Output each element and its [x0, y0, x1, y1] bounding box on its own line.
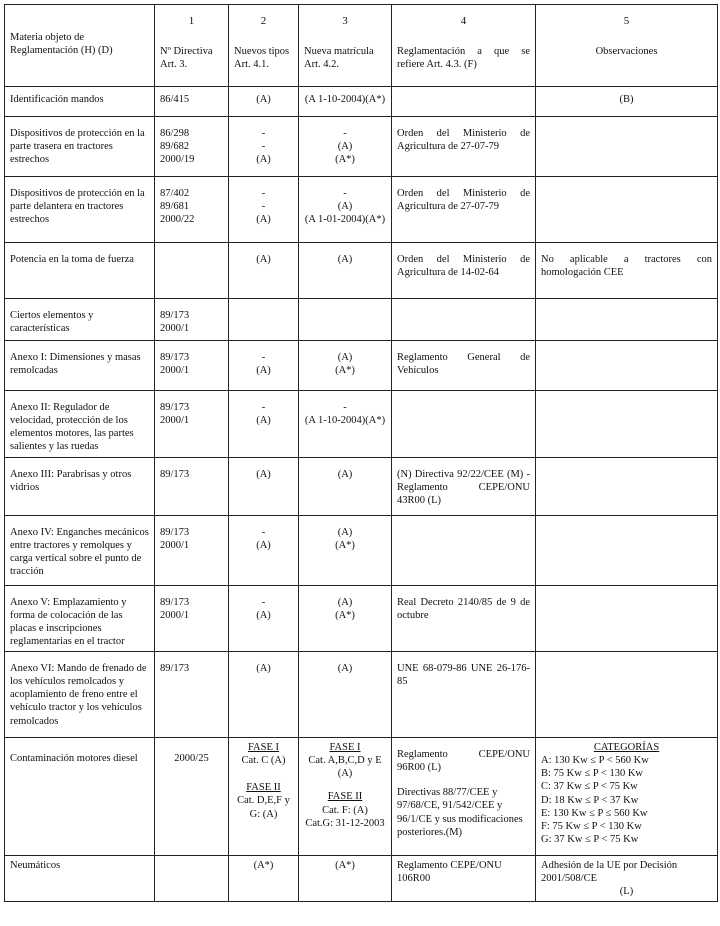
- table-row: [5, 341, 718, 391]
- categoria-item: D: 18 Kw ≤ P < 37 Kw: [541, 794, 639, 806]
- observaciones-cell: [536, 117, 718, 177]
- nuevos-tipos-cell: - - (A): [229, 117, 299, 177]
- directiva-cell: 89/173 2000/1: [155, 299, 229, 341]
- directiva-cell: 87/402 89/681 2000/22: [155, 177, 229, 243]
- reglamentacion-cell: UNE 68-079-86 UNE 26-176-85: [392, 652, 536, 738]
- observaciones-cell: [536, 177, 718, 243]
- table-row: [5, 177, 718, 243]
- observaciones-cell: [536, 391, 718, 458]
- subject-cell: Identificación mandos: [5, 87, 155, 117]
- directiva-cell: 89/173 2000/1: [155, 585, 229, 652]
- nueva-matricula-cell: (A) (A*): [299, 341, 392, 391]
- nuevos-tipos-cell: [229, 299, 299, 341]
- nuevos-tipos-cell: - (A): [229, 585, 299, 652]
- reglamentacion-cell: (N) Directiva 92/22/CEE (M) -Reglamento CEPE/ONU 43R00 (L): [392, 457, 536, 515]
- directiva-cell: 2000/25: [155, 738, 229, 856]
- categoria-item: A: 130 Kw ≤ P < 560 Kw: [541, 755, 649, 767]
- table-row: [5, 391, 718, 458]
- nuevos-tipos-cell: - - (A): [229, 177, 299, 243]
- table-row-contaminacion: [5, 738, 718, 856]
- header-reglamentacion: 4 Reglamentación a que se refiere Art. 4.3. (F): [392, 5, 536, 87]
- reglamentacion-cell: [392, 299, 536, 341]
- table-row: [5, 515, 718, 585]
- reglamentacion-cell: Reglamento General de Vehículos: [392, 341, 536, 391]
- nueva-matricula-cell: FASE I Cat. A,B,C,D y E (A) FASE II Cat. F: (A) Cat.G: 31-12-2003: [299, 738, 392, 856]
- reglamentacion-cell: [392, 391, 536, 458]
- nueva-matricula-cell: (A) (A*): [299, 585, 392, 652]
- subject-cell: Anexo I: Dimensiones y masas remolcadas: [5, 341, 155, 391]
- header-nueva-matricula: 3 Nueva matrícula Art. 4.2.: [299, 5, 392, 87]
- nueva-matricula-cell: (A*): [299, 856, 392, 902]
- categoria-item: E: 130 Kw ≤ P ≤ 560 Kw: [541, 807, 648, 819]
- table-row: [5, 585, 718, 652]
- directiva-cell: 89/173: [155, 457, 229, 515]
- categorias-list: [541, 754, 712, 846]
- directiva-cell: 89/173 2000/1: [155, 391, 229, 458]
- regulation-table: [4, 4, 718, 902]
- observaciones-cell: [536, 341, 718, 391]
- reglamentacion-cell: Orden del Ministerio de Agricultura de 14-02-64: [392, 243, 536, 299]
- subject-cell: Dispositivos de protección en la parte trasera en tractores estrechos: [5, 117, 155, 177]
- subject-cell: Anexo V: Emplazamiento y forma de colocación de las placas e inscripciones reglamentarias en el tractor: [5, 585, 155, 652]
- table-row: [5, 457, 718, 515]
- table-row: [5, 87, 718, 117]
- observaciones-cell: [536, 652, 718, 738]
- subject-cell: Anexo III: Parabrisas y otros vidrios: [5, 457, 155, 515]
- nuevos-tipos-cell: - (A): [229, 515, 299, 585]
- subject-cell: Contaminación motores diesel: [5, 738, 155, 856]
- header-row: [5, 5, 718, 87]
- observaciones-cell: No aplicable a tractores con homologación CEE: [536, 243, 718, 299]
- nueva-matricula-cell: (A 1-10-2004)(A*): [299, 87, 392, 117]
- nuevos-tipos-cell: (A): [229, 243, 299, 299]
- subject-cell: Potencia en la toma de fuerza: [5, 243, 155, 299]
- directiva-cell: [155, 243, 229, 299]
- nuevos-tipos-cell: (A): [229, 652, 299, 738]
- subject-cell: Anexo VI: Mando de frenado de los vehículos remolcados y acoplamiento de freno entre el vehículo tractor y los vehículos remolcados: [5, 652, 155, 738]
- directiva-cell: 86/298 89/682 2000/19: [155, 117, 229, 177]
- directiva-cell: 89/173 2000/1: [155, 515, 229, 585]
- nuevos-tipos-cell: - (A): [229, 341, 299, 391]
- directiva-cell: 89/173 2000/1: [155, 341, 229, 391]
- observaciones-cell: CATEGORÍAS A: 130 Kw ≤ P < 560 Kw B: 75 Kw ≤ P < 130 Kw C: 37 Kw ≤ P < 75 Kw D: 18 Kw ≤ P < 37 Kw E: 130 Kw ≤ P ≤ 560 Kw F: 75 Kw ≤ P < 130 Kw G: 37 Kw ≤ P < 75 Kw: [536, 738, 718, 856]
- categoria-item: C: 37 Kw ≤ P < 75 Kw: [541, 781, 638, 793]
- nuevos-tipos-cell: (A*): [229, 856, 299, 902]
- subject-cell: Dispositivos de protección en la parte delantera en tractores estrechos: [5, 177, 155, 243]
- table-row: [5, 243, 718, 299]
- subject-cell: Anexo IV: Enganches mecánicos entre tractores y remolques y carga vertical sobre el punto de tracción: [5, 515, 155, 585]
- directiva-cell: 89/173: [155, 652, 229, 738]
- observaciones-cell: [536, 299, 718, 341]
- nueva-matricula-cell: (A): [299, 243, 392, 299]
- header-nuevos-tipos: 2 Nuevos tipos Art. 4.1.: [229, 5, 299, 87]
- nueva-matricula-cell: - (A) (A*): [299, 117, 392, 177]
- nueva-matricula-cell: - (A 1-10-2004)(A*): [299, 391, 392, 458]
- reglamentacion-cell: Real Decreto 2140/85 de 9 de octubre: [392, 585, 536, 652]
- observaciones-cell: Adhesión de la UE por Decisión 2001/508/CE (L): [536, 856, 718, 902]
- categoria-item: B: 75 Kw ≤ P < 130 Kw: [541, 768, 644, 780]
- reglamentacion-cell: [392, 87, 536, 117]
- nuevos-tipos-cell: (A): [229, 457, 299, 515]
- observaciones-cell: [536, 585, 718, 652]
- categoria-item: G: 37 Kw ≤ P < 75 Kw: [541, 833, 639, 845]
- subject-cell: Neumáticos: [5, 856, 155, 902]
- nuevos-tipos-cell: (A): [229, 87, 299, 117]
- reglamentacion-cell: Orden del Ministerio de Agricultura de 27-07-79: [392, 117, 536, 177]
- nuevos-tipos-cell: FASE I Cat. C (A) FASE II Cat. D,E,F y G: (A): [229, 738, 299, 856]
- reglamentacion-cell: Orden del Ministerio de Agricultura de 27-07-79: [392, 177, 536, 243]
- header-subject: Materia objeto de Reglamentación (H) (D): [5, 5, 155, 87]
- header-directiva: 1 Nº Directiva Art. 3.: [155, 5, 229, 87]
- nueva-matricula-cell: [299, 299, 392, 341]
- table-row: [5, 117, 718, 177]
- nuevos-tipos-cell: - (A): [229, 391, 299, 458]
- table-row-neumaticos: [5, 856, 718, 902]
- observaciones-cell: [536, 515, 718, 585]
- reglamentacion-cell: [392, 515, 536, 585]
- directiva-cell: 86/415: [155, 87, 229, 117]
- subject-cell: Ciertos elementos y características: [5, 299, 155, 341]
- nueva-matricula-cell: - (A) (A 1-01-2004)(A*): [299, 177, 392, 243]
- nueva-matricula-cell: (A): [299, 457, 392, 515]
- reglamentacion-cell: Reglamento CEPE/ONU 96R00 (L) Directivas 88/77/CEE y 97/68/CE, 91/542/CEE y 96/1/CE y sus modificaciones posteriores.(M): [392, 738, 536, 856]
- observaciones-cell: [536, 457, 718, 515]
- reglamentacion-cell: Reglamento CEPE/ONU 106R00: [392, 856, 536, 902]
- table-row: [5, 299, 718, 341]
- nueva-matricula-cell: (A) (A*): [299, 515, 392, 585]
- table-row: [5, 652, 718, 738]
- observaciones-cell: (B): [536, 87, 718, 117]
- directiva-cell: [155, 856, 229, 902]
- categoria-item: F: 75 Kw ≤ P < 130 Kw: [541, 820, 642, 832]
- header-observaciones: 5 Observaciones: [536, 5, 718, 87]
- nueva-matricula-cell: (A): [299, 652, 392, 738]
- subject-cell: Anexo II: Regulador de velocidad, protección de los elementos motores, las partes salientes y las ruedas: [5, 391, 155, 458]
